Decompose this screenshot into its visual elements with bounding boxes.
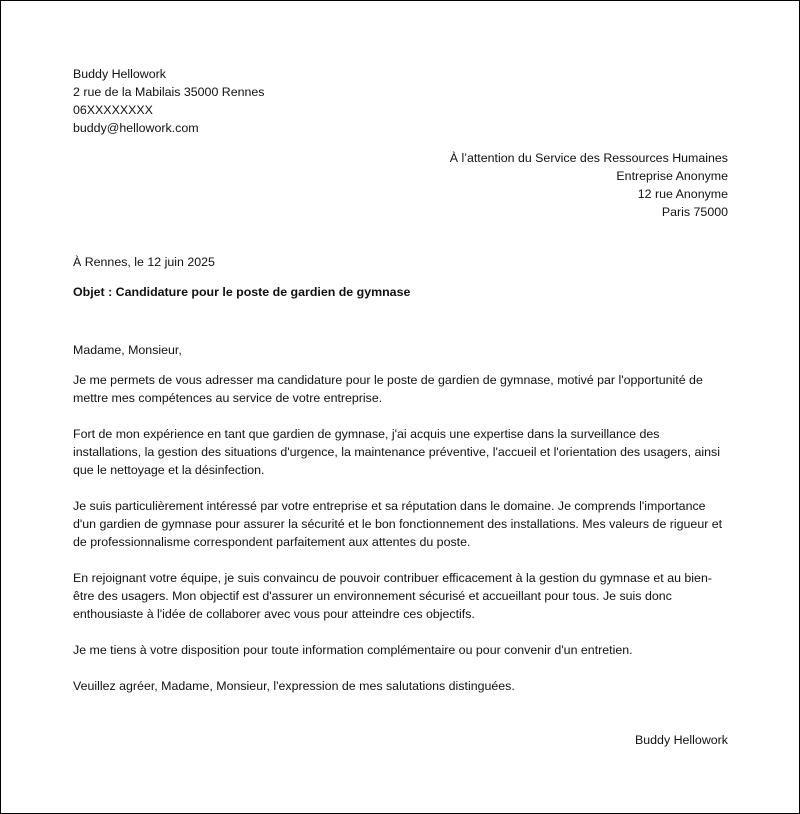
paragraph-5: Je me tiens à votre disposition pour toute information complémentaire ou pour convenir d'un entretien. <box>73 643 633 657</box>
recipient-block <box>73 149 728 221</box>
salutation: Madame, Monsieur, <box>73 343 182 357</box>
recipient-street: 12 rue Anonyme <box>637 187 728 201</box>
date-line: À Rennes, le 12 juin 2025 <box>73 255 215 269</box>
body-paragraph <box>73 425 728 479</box>
signature: Buddy Hellowork <box>635 733 728 747</box>
paragraph-4: En rejoignant votre équipe, je suis convaincu de pouvoir contribuer efficacement à la gestion du gymnase et au bien-être des usagers. Mon objectif est d'assurer un environnement sécurisé et accueillant pour tous. Je suis donc enthousiaste à l'idée de collaborer avec vous pour atteindre ces objectifs. <box>73 571 712 621</box>
subject-line: Objet : Candidature pour le poste de gardien de gymnase <box>73 285 411 299</box>
sender-name: Buddy Hellowork <box>73 67 166 81</box>
body-paragraph <box>73 497 728 551</box>
paragraph-6: Veuillez agréer, Madame, Monsieur, l'expression de mes salutations distinguées. <box>73 679 515 693</box>
recipient-city: Paris 75000 <box>661 205 728 219</box>
body-paragraph <box>73 677 728 695</box>
paragraph-3: Je suis particulièrement intéressé par votre entreprise et sa réputation dans le domaine. Je comprends l'importance d'un gardien de gymnase pour assurer la sécurité et le bon fonctionnement des installations. Mes valeurs de rigueur et de professionnalisme correspondent parfaitement aux attentes du poste. <box>73 499 723 549</box>
body-paragraph <box>73 641 728 659</box>
recipient-company: Entreprise Anonyme <box>616 169 728 183</box>
recipient-attention: À l’attention du Service des Ressources Humaines <box>449 151 728 165</box>
sender-email: buddy@hellowork.com <box>73 121 199 135</box>
body-paragraph <box>73 371 728 407</box>
sender-address: 2 rue de la Mabilais 35000 Rennes <box>73 85 265 99</box>
paragraph-2: Fort de mon expérience en tant que gardien de gymnase, j'ai acquis une expertise dans la surveillance des installations, la gestion des situations d'urgence, la maintenance préventive, l'accueil et l'orientation des usagers, ainsi que le nettoyage et la désinfection. <box>73 427 720 477</box>
sender-phone: 06XXXXXXXX <box>73 103 153 117</box>
body-paragraph <box>73 569 728 623</box>
paragraph-1: Je me permets de vous adresser ma candidature pour le poste de gardien de gymnase, motivé par l'opportunité de mettre mes compétences au service de votre entreprise. <box>73 373 703 405</box>
sender-block <box>73 65 728 137</box>
